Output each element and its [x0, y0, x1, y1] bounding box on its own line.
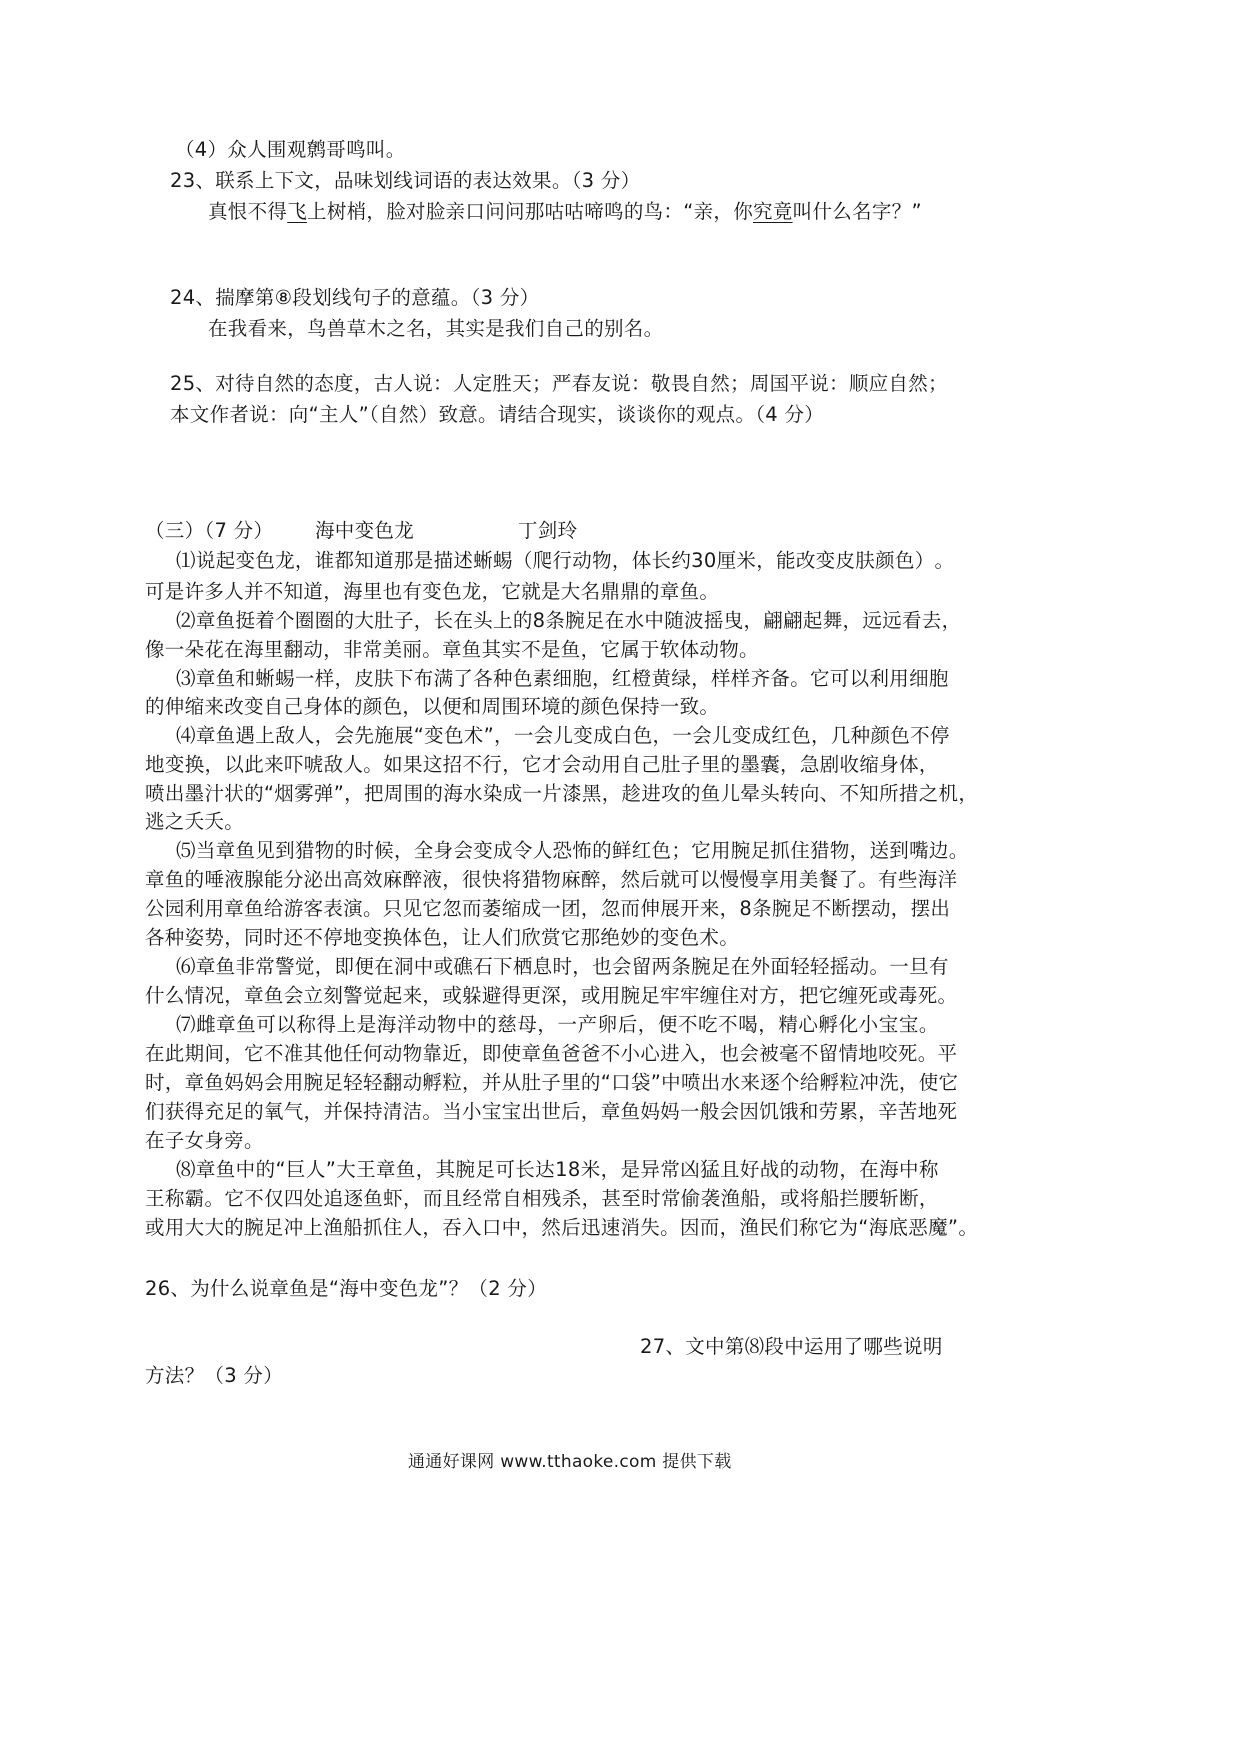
- q4-item: （4）众人围观鹩哥鸣叫。: [175, 138, 406, 161]
- q23-quote-before: 真恨不得: [208, 200, 288, 223]
- q23-prompt: 23、联系上下文，品味划线词语的表达效果。（3 分）: [170, 169, 641, 192]
- q23-quote: [208, 196, 922, 228]
- footer-credit: 通通好课网 www.tthaoke.com 提供下载: [408, 1452, 732, 1472]
- q24-quote: 在我看来，鸟兽草木之名，其实是我们自己的别名。: [208, 317, 664, 340]
- passage-line: 地 变 换 ， 以 此 来 吓 唬 敌 人 。 如 果 这 招 不 行 ， 它 才 会 动 用 自 己 肚 子 里 的 墨 囊 ， 急 剧 收 缩 身 体 ，: [145, 753, 939, 776]
- passage-line: 在 此 期 间 ， 它 不 准 其 他 任 何 动 物 靠 近 ， 即 使 章 鱼 爸 爸 不 小 心 进 入 ， 也 会 被 毫 不 留 情 地 咬 死 。 平: [145, 1042, 958, 1065]
- q25-line-2: 本文作者说：向“主人”（自然）致意。请结合现实，谈谈你的观点。（4 分）: [170, 403, 825, 426]
- passage-line: ⑵ 章 鱼 挺 着 个 圈 圈 的 大 肚 子 ， 长 在 头 上 的 8 条 腕 足 在 水 中 随 波 摇 曳 ， 翩 翩 起 舞 ， 远 远 看 去 ，: [176, 609, 962, 632]
- article-title: 海中变色龙: [315, 519, 415, 542]
- passage-line: 在子女身旁。: [145, 1129, 264, 1152]
- passage-line: ⑺ 雌 章 鱼 可 以 称 得 上 是 海 洋 动 物 中 的 慈 母 ， 一 产 卵 后 ， 便 不 吃 不 喝 ， 精 心 孵 化 小 宝 宝 。: [176, 1013, 939, 1036]
- passage-line: 公 园 利 用 章 鱼 给 游 客 表 演 。 只 见 它 忽 而 萎 缩 成 一 团 ， 忽 而 伸 展 开 来 ， 8 条 腕 足 不 断 摆 动 ， 摆 出: [145, 897, 951, 920]
- passage-line: 王 称 霸 。 它 不 仅 四 处 追 逐 鱼 虾 ， 而 且 经 常 自 相 残 杀 ， 甚 至 时 常 偷 袭 渔 船 ， 或 将 船 拦 腰 斩 断 ，: [145, 1187, 939, 1210]
- passage-line: ⑻ 章 鱼 中 的 “ 巨 人 ” 大 王 章 鱼 ， 其 腕 足 可 长 达 1 8 米 ， 是 异 常 凶 猛 且 好 战 的 动 物 ， 在 海 中 称: [176, 1158, 939, 1181]
- passage-line: ⑶ 章 鱼 和 蜥 蜴 一 样 ， 皮 肤 下 布 满 了 各 种 色 素 细 胞 ， 红 橙 黄 绿 ， 样 样 齐 备 。 它 可 以 利 用 细 胞: [176, 667, 949, 690]
- q24-prompt: 24、揣摩第⑧段划线句子的意蕴。（3 分）: [170, 286, 540, 309]
- passage-line: 可是许多人并不知道，海里也有变色龙，它就是大名鼎鼎的章鱼。: [145, 580, 720, 603]
- passage-line: ⑷ 章 鱼 遇 上 敌 人 ， 会 先 施 展 “ 变 色 术 ” ， 一 会 儿 变 成 白 色 ， 一 会 儿 变 成 红 色 ， 几 种 颜 色 不 停: [176, 724, 950, 747]
- passage-line: ⑹ 章 鱼 非 常 警 觉 ， 即 便 在 洞 中 或 礁 石 下 栖 息 时 ， 也 会 留 两 条 腕 足 在 外 面 轻 轻 摇 动 。 一 旦 有: [176, 955, 949, 978]
- q25-line-1: 25、对待自然的态度，古人说：人定胜天；严春友说：敬畏自然；周国平说：顺应自然；: [170, 372, 948, 395]
- q23-quote-after: 叫什么名字？”: [792, 200, 922, 223]
- passage-line: 逃之夭夭。: [145, 810, 245, 833]
- q27-line-2: 方法？（3 分）: [145, 1364, 284, 1387]
- passage-line: ⑸ 当 章 鱼 见 到 猎 物 的 时 候 ， 全 身 会 变 成 令 人 恐 怖 的 鲜 红 色 ； 它 用 腕 足 抓 住 猎 物 ， 送 到 嘴 边 。: [176, 839, 969, 862]
- article-author: 丁剑玲: [518, 519, 578, 542]
- passage-line: 时 ， 章 鱼 妈 妈 会 用 腕 足 轻 轻 翻 动 孵 粒 ， 并 从 肚 子 里 的 “ 口 袋 ” 中 喷 出 水 来 逐 个 给 孵 粒 冲 洗 ， 使 它: [145, 1071, 959, 1094]
- q23-underlined-word-1: 飞: [287, 200, 308, 223]
- q27-line-1: 27、文中第⑻段中运用了哪些说明: [640, 1335, 943, 1358]
- section-3-label: （三）（7 分）: [145, 519, 274, 542]
- passage-line: 们 获 得 充 足 的 氧 气 ， 并 保 持 清 洁 。 当 小 宝 宝 出 世 后 ， 章 鱼 妈 妈 一 般 会 因 饥 饿 和 劳 累 ， 辛 苦 地 死: [145, 1100, 958, 1123]
- passage-line: 各种姿势，同时还不停地变换体色，让人们欣赏它那绝妙的变色术。: [145, 926, 740, 949]
- passage-line: 什 么 情 况 ， 章 鱼 会 立 刻 警 觉 起 来 ， 或 躲 避 得 更 深 ， 或 用 腕 足 牢 牢 缠 住 对 方 ， 把 它 缠 死 或 毒 死 。: [145, 984, 958, 1007]
- passage-line: 或 用 大 大 的 腕 足 冲 上 渔 船 抓 住 人 ， 吞 入 口 中 ， 然 后 迅 速 消 失 。 因 而 ， 渔 民 们 称 它 为 “ 海 底 恶 魔 ” 。: [145, 1216, 979, 1239]
- q26-prompt: 26、为什么说章鱼是“海中变色龙”？（2 分）: [145, 1277, 548, 1300]
- passage-line: ⑴ 说 起 变 色 龙 ， 谁 都 知 道 那 是 描 述 蜥 蜴 （ 爬 行 动 物 ， 体 长 约 3 0 厘 米 ， 能 改 变 皮 肤 颜 色 ） 。: [176, 549, 955, 572]
- passage-line: 喷 出 墨 汁 状 的 “ 烟 雾 弹 ” ， 把 周 围 的 海 水 染 成 一 片 漆 黑 ， 趁 进 攻 的 鱼 儿 晕 头 转 向 、 不 知 所 措 之 机 ，: [145, 782, 979, 805]
- passage-line: 章 鱼 的 唾 液 腺 能 分 泌 出 高 效 麻 醉 液 ， 很 快 将 猎 物 麻 醉 ， 然 后 就 可 以 慢 慢 享 用 美 餐 了 。 有 些 海 洋: [145, 868, 958, 891]
- passage-line: 像一朵花在海里翻动，非常美丽。章鱼其实不是鱼，它属于软体动物。: [145, 638, 759, 661]
- q23-underlined-word-2: 究竟: [753, 200, 793, 223]
- q23-quote-mid: 上树梢，脸对脸亲口问问那咕咕啼鸣的鸟：“亲，你: [307, 200, 754, 223]
- passage-line: 的伸缩来改变自己身体的颜色，以便和周围环境的颜色保持一致。: [145, 695, 720, 718]
